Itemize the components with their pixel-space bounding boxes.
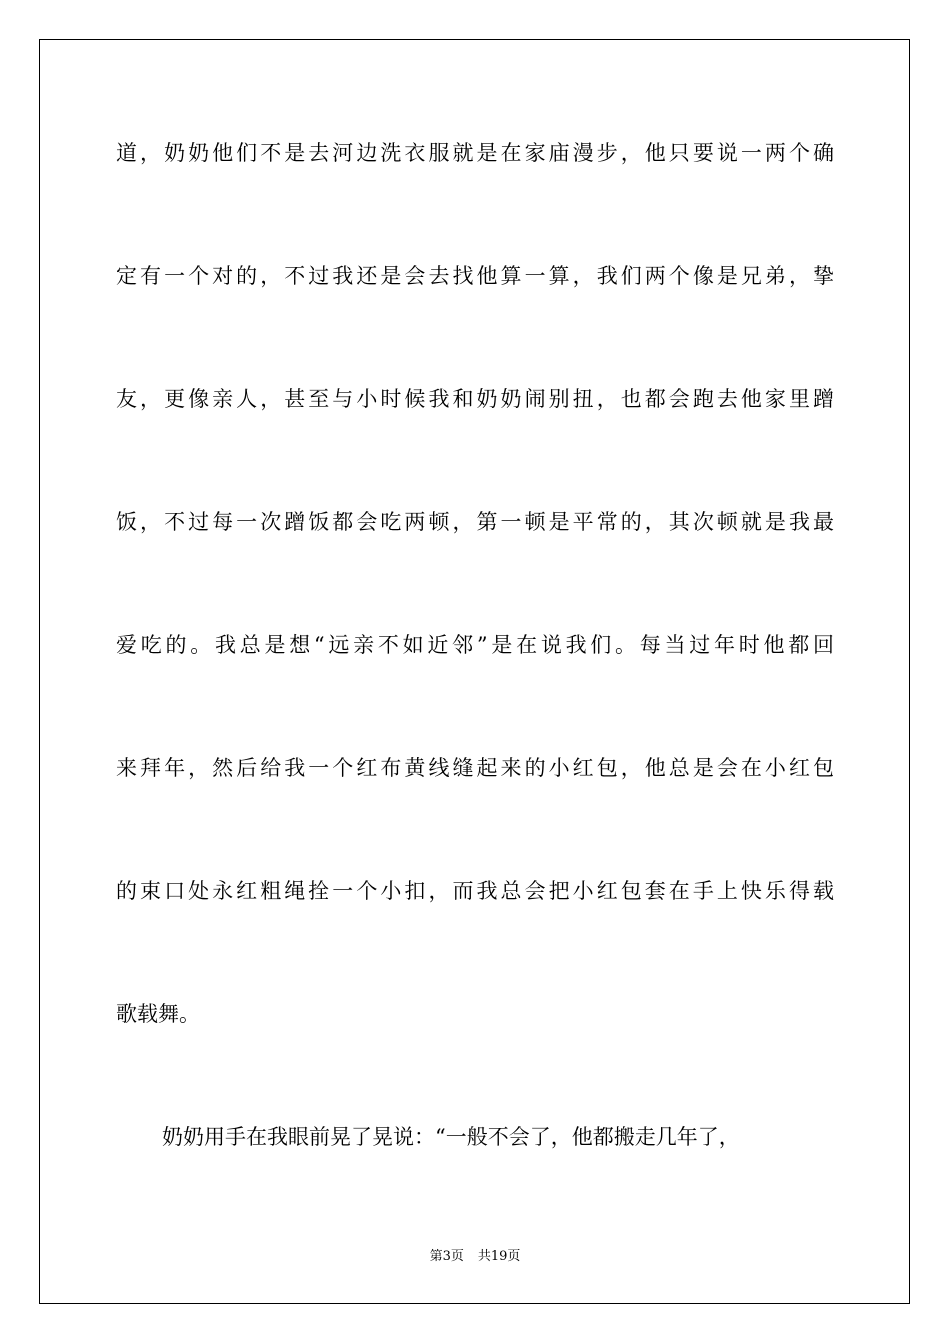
page-footer xyxy=(0,1248,950,1266)
paragraph-line-9: 奶奶用手在我眼前晃了晃说：“一般不会了，他都搬走几年了， xyxy=(162,1125,740,1149)
page-number: 第3页 xyxy=(429,1249,464,1264)
page-total: 共19页 xyxy=(477,1249,521,1264)
page-border xyxy=(39,39,910,1304)
paragraph-line-7: 的束口处永红粗绳拴一个小扣，而我总会把小红包套在手上快乐得载 xyxy=(116,879,834,903)
paragraph-line-2: 定有一个对的，不过我还是会去找他算一算，我们两个像是兄弟，挚 xyxy=(116,264,834,288)
paragraph-line-4: 饭，不过每一次蹭饭都会吃两顿，第一顿是平常的，其次顿就是我最 xyxy=(116,510,834,534)
paragraph-line-3: 友，更像亲人，甚至与小时候我和奶奶闹别扭，也都会跑去他家里蹭 xyxy=(116,387,834,411)
paragraph-line-1: 道，奶奶他们不是去河边洗衣服就是在家庙漫步，他只要说一两个确 xyxy=(116,141,834,165)
paragraph-line-5: 爱吃的。我总是想“远亲不如近邻”是在说我们。每当过年时他都回 xyxy=(116,633,834,657)
paragraph-line-6: 来拜年，然后给我一个红布黄线缝起来的小红包，他总是会在小红包 xyxy=(116,756,834,780)
paragraph-line-8: 歌载舞。 xyxy=(116,1002,200,1026)
